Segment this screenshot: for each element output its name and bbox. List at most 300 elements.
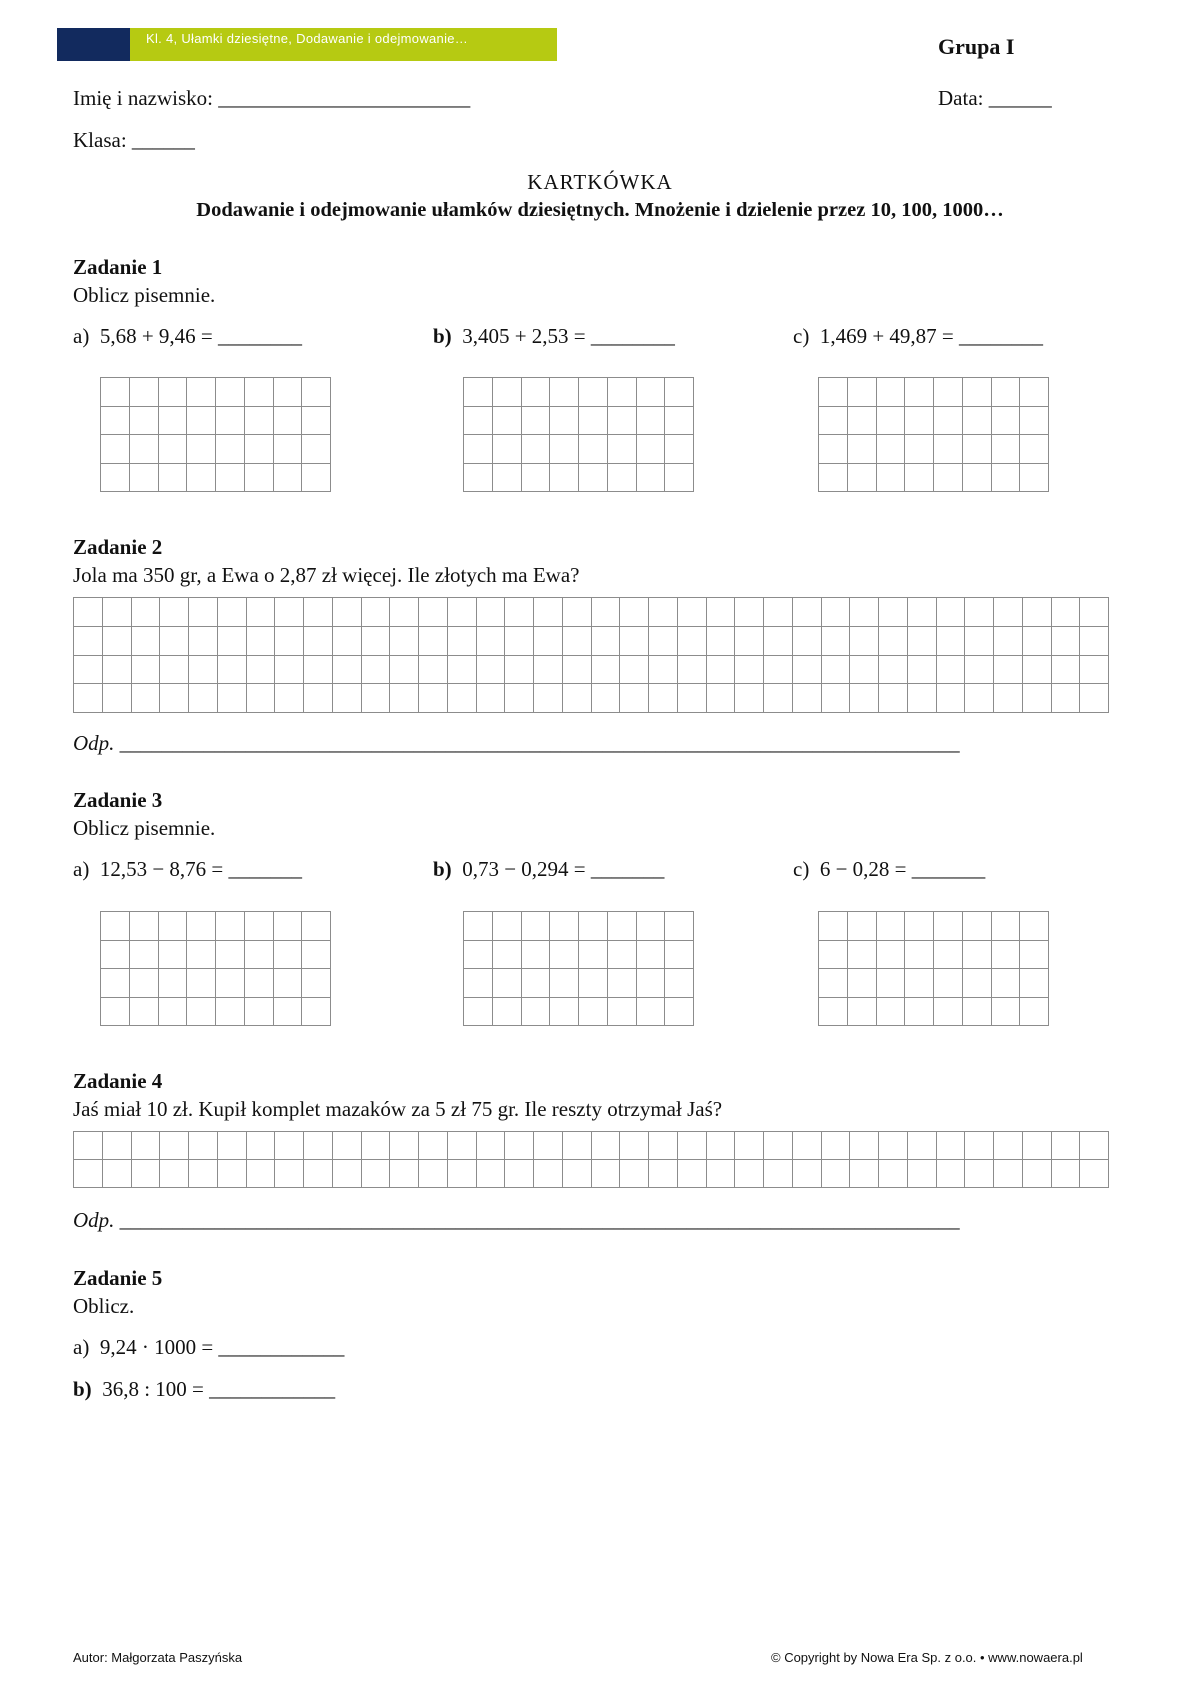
- grid-cell[interactable]: [246, 1132, 275, 1160]
- grid-cell[interactable]: [1022, 655, 1051, 684]
- grid-cell[interactable]: [562, 655, 591, 684]
- date-field[interactable]: Data: ______: [938, 86, 1052, 110]
- task4-answer[interactable]: [73, 1208, 960, 1233]
- grid-cell[interactable]: [129, 969, 158, 998]
- grid-cell[interactable]: [1080, 1132, 1109, 1160]
- grid-cell[interactable]: [246, 1160, 275, 1188]
- grid-cell[interactable]: [158, 406, 187, 435]
- grid-cell[interactable]: [677, 1132, 706, 1160]
- grid-cell[interactable]: [187, 969, 216, 998]
- grid-cell[interactable]: [361, 1160, 390, 1188]
- grid-cell[interactable]: [273, 378, 302, 407]
- grid-cell[interactable]: [273, 912, 302, 941]
- grid-cell[interactable]: [1020, 406, 1049, 435]
- grid-cell[interactable]: [991, 969, 1020, 998]
- grid-cell[interactable]: [302, 463, 331, 492]
- grid-cell[interactable]: [534, 598, 563, 627]
- grid-cell[interactable]: [1020, 969, 1049, 998]
- grid-cell[interactable]: [187, 378, 216, 407]
- grid-cell[interactable]: [129, 435, 158, 464]
- grid-cell[interactable]: [464, 435, 493, 464]
- grid-cell[interactable]: [579, 997, 608, 1026]
- grid-cell[interactable]: [101, 406, 130, 435]
- grid-cell[interactable]: [246, 598, 275, 627]
- grid-cell[interactable]: [735, 598, 764, 627]
- grid-cell[interactable]: [275, 598, 304, 627]
- grid-cell[interactable]: [1020, 378, 1049, 407]
- grid-cell[interactable]: [735, 1132, 764, 1160]
- grid-cell[interactable]: [419, 626, 448, 655]
- grid-cell[interactable]: [934, 406, 963, 435]
- grid-cell[interactable]: [302, 435, 331, 464]
- grid-cell[interactable]: [244, 940, 273, 969]
- grid-cell[interactable]: [934, 912, 963, 941]
- grid-cell[interactable]: [273, 940, 302, 969]
- grid-cell[interactable]: [591, 598, 620, 627]
- grid-cell[interactable]: [476, 655, 505, 684]
- grid-cell[interactable]: [991, 463, 1020, 492]
- grid-cell[interactable]: [447, 684, 476, 713]
- grid-cell[interactable]: [74, 1160, 103, 1188]
- grid-cell[interactable]: [160, 598, 189, 627]
- grid-cell[interactable]: [792, 684, 821, 713]
- grid-cell[interactable]: [302, 940, 331, 969]
- grid-cell[interactable]: [764, 684, 793, 713]
- grid-cell[interactable]: [492, 378, 521, 407]
- grid-cell[interactable]: [275, 684, 304, 713]
- grid-cell[interactable]: [74, 1132, 103, 1160]
- grid-cell[interactable]: [302, 969, 331, 998]
- grid-cell[interactable]: [246, 626, 275, 655]
- grid-cell[interactable]: [905, 435, 934, 464]
- grid-cell[interactable]: [189, 598, 218, 627]
- grid-cell[interactable]: [246, 655, 275, 684]
- grid-cell[interactable]: [492, 435, 521, 464]
- grid-cell[interactable]: [244, 435, 273, 464]
- grid-cell[interactable]: [244, 378, 273, 407]
- grid-cell[interactable]: [706, 1132, 735, 1160]
- grid-cell[interactable]: [636, 463, 665, 492]
- grid-cell[interactable]: [965, 1132, 994, 1160]
- grid-cell[interactable]: [216, 406, 245, 435]
- grid-cell[interactable]: [332, 1132, 361, 1160]
- grid-cell[interactable]: [131, 598, 160, 627]
- grid-cell[interactable]: [464, 997, 493, 1026]
- grid-cell[interactable]: [579, 378, 608, 407]
- grid-cell[interactable]: [1022, 684, 1051, 713]
- grid-cell[interactable]: [965, 598, 994, 627]
- grid-cell[interactable]: [304, 598, 333, 627]
- grid-cell[interactable]: [189, 1132, 218, 1160]
- grid-cell[interactable]: [1020, 940, 1049, 969]
- grid-cell[interactable]: [636, 378, 665, 407]
- grid-cell[interactable]: [521, 463, 550, 492]
- grid-cell[interactable]: [275, 1160, 304, 1188]
- grid-cell[interactable]: [620, 655, 649, 684]
- grid-cell[interactable]: [304, 626, 333, 655]
- grid-cell[interactable]: [505, 684, 534, 713]
- grid-cell[interactable]: [505, 655, 534, 684]
- grid-cell[interactable]: [158, 997, 187, 1026]
- grid-cell[interactable]: [879, 1160, 908, 1188]
- grid-cell[interactable]: [521, 435, 550, 464]
- grid-cell[interactable]: [764, 626, 793, 655]
- grid-cell[interactable]: [1080, 598, 1109, 627]
- grid-cell[interactable]: [464, 463, 493, 492]
- grid-cell[interactable]: [994, 684, 1023, 713]
- grid-cell[interactable]: [907, 626, 936, 655]
- grid-cell[interactable]: [102, 598, 131, 627]
- grid-cell[interactable]: [792, 655, 821, 684]
- grid-cell[interactable]: [1051, 655, 1080, 684]
- grid-cell[interactable]: [665, 912, 694, 941]
- task3-grid-b[interactable]: [463, 911, 694, 1026]
- grid-cell[interactable]: [847, 969, 876, 998]
- grid-cell[interactable]: [550, 406, 579, 435]
- grid-cell[interactable]: [129, 912, 158, 941]
- grid-cell[interactable]: [419, 1160, 448, 1188]
- grid-cell[interactable]: [821, 684, 850, 713]
- grid-cell[interactable]: [1051, 1132, 1080, 1160]
- grid-cell[interactable]: [1022, 598, 1051, 627]
- grid-cell[interactable]: [936, 626, 965, 655]
- grid-cell[interactable]: [991, 997, 1020, 1026]
- grid-cell[interactable]: [905, 997, 934, 1026]
- grid-cell[interactable]: [131, 684, 160, 713]
- grid-cell[interactable]: [187, 912, 216, 941]
- grid-cell[interactable]: [101, 997, 130, 1026]
- grid-cell[interactable]: [550, 940, 579, 969]
- grid-cell[interactable]: [876, 435, 905, 464]
- grid-cell[interactable]: [158, 940, 187, 969]
- grid-cell[interactable]: [879, 1132, 908, 1160]
- grid-cell[interactable]: [390, 684, 419, 713]
- grid-cell[interactable]: [101, 940, 130, 969]
- grid-cell[interactable]: [189, 626, 218, 655]
- grid-cell[interactable]: [962, 969, 991, 998]
- grid-cell[interactable]: [1051, 626, 1080, 655]
- grid-cell[interactable]: [476, 598, 505, 627]
- grid-cell[interactable]: [492, 940, 521, 969]
- grid-cell[interactable]: [649, 1132, 678, 1160]
- grid-cell[interactable]: [187, 940, 216, 969]
- class-field[interactable]: Klasa: ______: [73, 128, 195, 152]
- grid-cell[interactable]: [591, 655, 620, 684]
- grid-cell[interactable]: [158, 969, 187, 998]
- grid-cell[interactable]: [994, 598, 1023, 627]
- grid-cell[interactable]: [665, 969, 694, 998]
- grid-cell[interactable]: [847, 997, 876, 1026]
- grid-cell[interactable]: [965, 626, 994, 655]
- grid-cell[interactable]: [735, 1160, 764, 1188]
- grid-cell[interactable]: [102, 1160, 131, 1188]
- grid-cell[interactable]: [1020, 463, 1049, 492]
- grid-cell[interactable]: [991, 940, 1020, 969]
- grid-cell[interactable]: [361, 655, 390, 684]
- grid-cell[interactable]: [562, 1132, 591, 1160]
- grid-cell[interactable]: [187, 997, 216, 1026]
- grid-cell[interactable]: [636, 406, 665, 435]
- grid-cell[interactable]: [505, 1132, 534, 1160]
- grid-cell[interactable]: [1022, 626, 1051, 655]
- grid-cell[interactable]: [965, 655, 994, 684]
- grid-cell[interactable]: [579, 435, 608, 464]
- grid-cell[interactable]: [521, 969, 550, 998]
- grid-cell[interactable]: [390, 598, 419, 627]
- grid-cell[interactable]: [534, 1160, 563, 1188]
- grid-cell[interactable]: [905, 940, 934, 969]
- grid-cell[interactable]: [591, 1132, 620, 1160]
- grid-cell[interactable]: [74, 684, 103, 713]
- grid-cell[interactable]: [74, 655, 103, 684]
- grid-cell[interactable]: [636, 940, 665, 969]
- grid-cell[interactable]: [160, 1160, 189, 1188]
- grid-cell[interactable]: [419, 1132, 448, 1160]
- grid-cell[interactable]: [764, 655, 793, 684]
- grid-cell[interactable]: [677, 626, 706, 655]
- name-field[interactable]: Imię i nazwisko: ________________________: [73, 86, 471, 110]
- grid-cell[interactable]: [505, 1160, 534, 1188]
- grid-cell[interactable]: [216, 940, 245, 969]
- grid-cell[interactable]: [607, 463, 636, 492]
- grid-cell[interactable]: [447, 1132, 476, 1160]
- grid-cell[interactable]: [905, 912, 934, 941]
- grid-cell[interactable]: [677, 655, 706, 684]
- grid-cell[interactable]: [534, 1132, 563, 1160]
- grid-cell[interactable]: [464, 406, 493, 435]
- grid-cell[interactable]: [217, 626, 246, 655]
- grid-cell[interactable]: [304, 684, 333, 713]
- grid-cell[interactable]: [876, 997, 905, 1026]
- grid-cell[interactable]: [991, 406, 1020, 435]
- grid-cell[interactable]: [620, 1160, 649, 1188]
- grid-cell[interactable]: [101, 435, 130, 464]
- grid-cell[interactable]: [876, 940, 905, 969]
- grid-cell[interactable]: [74, 626, 103, 655]
- grid-cell[interactable]: [965, 684, 994, 713]
- grid-cell[interactable]: [879, 684, 908, 713]
- grid-cell[interactable]: [101, 912, 130, 941]
- grid-cell[interactable]: [677, 1160, 706, 1188]
- task1-grid-c[interactable]: [818, 377, 1049, 492]
- grid-cell[interactable]: [217, 655, 246, 684]
- grid-cell[interactable]: [879, 598, 908, 627]
- grid-cell[interactable]: [706, 684, 735, 713]
- grid-cell[interactable]: [419, 655, 448, 684]
- grid-cell[interactable]: [129, 940, 158, 969]
- grid-cell[interactable]: [821, 598, 850, 627]
- grid-cell[interactable]: [636, 997, 665, 1026]
- grid-cell[interactable]: [962, 435, 991, 464]
- grid-cell[interactable]: [579, 912, 608, 941]
- grid-cell[interactable]: [706, 655, 735, 684]
- grid-cell[interactable]: [847, 378, 876, 407]
- grid-cell[interactable]: [521, 378, 550, 407]
- grid-cell[interactable]: [850, 1132, 879, 1160]
- grid-cell[interactable]: [665, 406, 694, 435]
- grid-cell[interactable]: [158, 463, 187, 492]
- task1-grid-a[interactable]: [100, 377, 331, 492]
- grid-cell[interactable]: [332, 598, 361, 627]
- grid-cell[interactable]: [821, 1160, 850, 1188]
- grid-cell[interactable]: [521, 940, 550, 969]
- grid-cell[interactable]: [819, 969, 848, 998]
- task1-grid-b[interactable]: [463, 377, 694, 492]
- grid-cell[interactable]: [562, 626, 591, 655]
- grid-cell[interactable]: [102, 626, 131, 655]
- grid-cell[interactable]: [850, 1160, 879, 1188]
- grid-cell[interactable]: [187, 435, 216, 464]
- grid-cell[interactable]: [273, 406, 302, 435]
- grid-cell[interactable]: [217, 684, 246, 713]
- grid-cell[interactable]: [244, 969, 273, 998]
- grid-cell[interactable]: [244, 406, 273, 435]
- task2-grid[interactable]: [73, 597, 1109, 713]
- grid-cell[interactable]: [819, 997, 848, 1026]
- grid-cell[interactable]: [534, 655, 563, 684]
- grid-cell[interactable]: [273, 997, 302, 1026]
- grid-cell[interactable]: [101, 378, 130, 407]
- grid-cell[interactable]: [607, 969, 636, 998]
- grid-cell[interactable]: [217, 1132, 246, 1160]
- grid-cell[interactable]: [965, 1160, 994, 1188]
- task4-grid[interactable]: [73, 1131, 1109, 1188]
- grid-cell[interactable]: [876, 378, 905, 407]
- grid-cell[interactable]: [476, 1132, 505, 1160]
- grid-cell[interactable]: [275, 655, 304, 684]
- grid-cell[interactable]: [850, 598, 879, 627]
- grid-cell[interactable]: [905, 378, 934, 407]
- grid-cell[interactable]: [607, 378, 636, 407]
- grid-cell[interactable]: [962, 378, 991, 407]
- grid-cell[interactable]: [907, 655, 936, 684]
- grid-cell[interactable]: [847, 406, 876, 435]
- grid-cell[interactable]: [275, 1132, 304, 1160]
- grid-cell[interactable]: [464, 912, 493, 941]
- grid-cell[interactable]: [649, 1160, 678, 1188]
- grid-cell[interactable]: [160, 626, 189, 655]
- grid-cell[interactable]: [934, 435, 963, 464]
- grid-cell[interactable]: [706, 598, 735, 627]
- grid-cell[interactable]: [934, 463, 963, 492]
- grid-cell[interactable]: [764, 598, 793, 627]
- grid-cell[interactable]: [492, 997, 521, 1026]
- grid-cell[interactable]: [129, 997, 158, 1026]
- grid-cell[interactable]: [821, 655, 850, 684]
- grid-cell[interactable]: [302, 912, 331, 941]
- grid-cell[interactable]: [934, 969, 963, 998]
- grid-cell[interactable]: [217, 598, 246, 627]
- grid-cell[interactable]: [991, 912, 1020, 941]
- grid-cell[interactable]: [302, 997, 331, 1026]
- grid-cell[interactable]: [994, 1132, 1023, 1160]
- grid-cell[interactable]: [521, 406, 550, 435]
- grid-cell[interactable]: [905, 406, 934, 435]
- grid-cell[interactable]: [332, 626, 361, 655]
- grid-cell[interactable]: [521, 912, 550, 941]
- grid-cell[interactable]: [1022, 1132, 1051, 1160]
- grid-cell[interactable]: [936, 655, 965, 684]
- grid-cell[interactable]: [876, 969, 905, 998]
- grid-cell[interactable]: [464, 940, 493, 969]
- grid-cell[interactable]: [591, 626, 620, 655]
- grid-cell[interactable]: [850, 684, 879, 713]
- grid-cell[interactable]: [562, 598, 591, 627]
- grid-cell[interactable]: [665, 435, 694, 464]
- grid-cell[interactable]: [216, 378, 245, 407]
- grid-cell[interactable]: [934, 940, 963, 969]
- grid-cell[interactable]: [447, 655, 476, 684]
- grid-cell[interactable]: [994, 1160, 1023, 1188]
- grid-cell[interactable]: [476, 1160, 505, 1188]
- grid-cell[interactable]: [936, 684, 965, 713]
- grid-cell[interactable]: [550, 997, 579, 1026]
- grid-cell[interactable]: [102, 655, 131, 684]
- grid-cell[interactable]: [934, 378, 963, 407]
- grid-cell[interactable]: [876, 463, 905, 492]
- grid-cell[interactable]: [160, 684, 189, 713]
- grid-cell[interactable]: [492, 912, 521, 941]
- grid-cell[interactable]: [934, 997, 963, 1026]
- grid-cell[interactable]: [550, 378, 579, 407]
- grid-cell[interactable]: [390, 655, 419, 684]
- grid-cell[interactable]: [847, 912, 876, 941]
- grid-cell[interactable]: [562, 684, 591, 713]
- grid-cell[interactable]: [131, 655, 160, 684]
- grid-cell[interactable]: [819, 912, 848, 941]
- grid-cell[interactable]: [962, 463, 991, 492]
- grid-cell[interactable]: [936, 598, 965, 627]
- task2-answer[interactable]: [73, 731, 960, 756]
- grid-cell[interactable]: [160, 655, 189, 684]
- grid-cell[interactable]: [187, 406, 216, 435]
- grid-cell[interactable]: [101, 969, 130, 998]
- grid-cell[interactable]: [476, 684, 505, 713]
- grid-cell[interactable]: [962, 997, 991, 1026]
- grid-cell[interactable]: [534, 626, 563, 655]
- task3-grid-c[interactable]: [818, 911, 1049, 1026]
- grid-cell[interactable]: [189, 684, 218, 713]
- grid-cell[interactable]: [217, 1160, 246, 1188]
- grid-cell[interactable]: [850, 655, 879, 684]
- grid-cell[interactable]: [361, 1132, 390, 1160]
- grid-cell[interactable]: [1051, 598, 1080, 627]
- grid-cell[interactable]: [216, 435, 245, 464]
- grid-cell[interactable]: [102, 1132, 131, 1160]
- grid-cell[interactable]: [819, 463, 848, 492]
- grid-cell[interactable]: [847, 940, 876, 969]
- grid-cell[interactable]: [821, 626, 850, 655]
- grid-cell[interactable]: [189, 1160, 218, 1188]
- grid-cell[interactable]: [905, 463, 934, 492]
- grid-cell[interactable]: [821, 1132, 850, 1160]
- grid-cell[interactable]: [620, 626, 649, 655]
- grid-cell[interactable]: [1020, 997, 1049, 1026]
- grid-cell[interactable]: [244, 463, 273, 492]
- grid-cell[interactable]: [419, 684, 448, 713]
- grid-cell[interactable]: [1080, 684, 1109, 713]
- grid-cell[interactable]: [492, 463, 521, 492]
- grid-cell[interactable]: [1080, 626, 1109, 655]
- grid-cell[interactable]: [764, 1160, 793, 1188]
- grid-cell[interactable]: [665, 997, 694, 1026]
- grid-cell[interactable]: [273, 969, 302, 998]
- grid-cell[interactable]: [847, 435, 876, 464]
- grid-cell[interactable]: [620, 1132, 649, 1160]
- grid-cell[interactable]: [907, 1132, 936, 1160]
- grid-cell[interactable]: [131, 626, 160, 655]
- task3-grid-a[interactable]: [100, 911, 331, 1026]
